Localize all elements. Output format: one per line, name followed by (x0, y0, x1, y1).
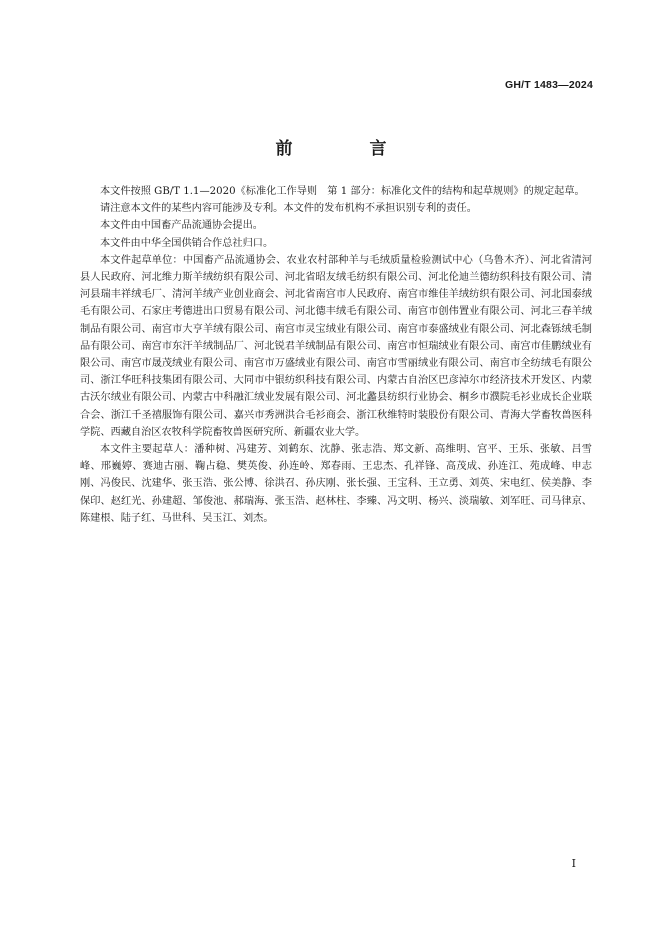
standard-number: GH/T 1483—2024 (504, 79, 593, 91)
paragraph-drafters: 本文件主要起草人：潘种树、冯建芳、刘鹤东、沈静、张志浩、郑文新、高维明、宫平、王乐、张敏、吕雪峰、邢巍婷、赛迪古丽、鞠占稳、樊英俊、孙连岭、郑春雨、王忠杰、孔祥锋、高茂成、孙连江、苑成峰、申志刚、冯俊民、沈建华、张玉浩、张公博、徐洪召、孙庆刚、张长强、王宝科、王立勇、刘英、宋电红、侯美静、李保印、赵红光、孙建超、邹俊池、郝瑞海、张玉浩、赵林柱、李臻、冯文明、杨兴、淡瑞敏、刘军旺、司马律京、陈建根、陆子红、马世科、吴玉江、刘杰。 (80, 444, 592, 524)
page-number: I (571, 857, 576, 870)
page-title: 前 言 (275, 139, 417, 159)
paragraph-proposer: 本文件由中国畜产品流通协会提出。 (100, 220, 263, 232)
paragraph-drafting-units: 本文件起草单位：中国畜产品流通协会、农业农村部种羊与毛绒质量检验测试中心（乌鲁木齐）、河北省清河县人民政府、河北维力斯羊绒纺织有限公司、河北省昭友绒毛纺织有限公司、河北伦迪兰德纺织科技有限公司、清河县瑞丰祥绒毛厂、清河羊绒产业创业商会、河北省南宫市人民政府、南宫市维佳羊绒纺织有限公司、河北国泰绒毛有限公司、石家庄考德进出口贸易有限公司、河北德丰绒毛有限公司、南宫市创伟置业有限公司、河北三春羊绒制品有限公司、南宫市大亨羊绒有限公司、南宫市灵宝绒业有限公司、南宫市泰盛绒业有限公司、河北森铄绒毛制品有限公司、南宫市东汗羊绒制品厂、河北锐君羊绒制品有限公司、南宫市恒瑞绒业有限公司、南宫市佳鹏绒业有限公司、南宫市晟茂绒业有限公司、南宫市万盛绒业有限公司、南宫市雪丽绒业有限公司、南宫市全纺绒毛有限公司、浙江华旺科技集团有限公司、大同市中银纺织科技有限公司、内蒙古自治区巴彦淖尔市经济技术开发区、内蒙古沃尔绒业有限公司、内蒙古中科融汇绒业发展有限公司、河北蠡县纺织行业协会、桐乡市濮院毛衫业成长企业联合会、浙江千圣禧服饰有限公司、嘉兴市秀洲洪合毛衫商会、浙江秋维特时装股份有限公司、青海大学畜牧兽医科学院、西藏自治区农牧科学院畜牧兽医研究所、新疆农业大学。 (80, 254, 592, 438)
paragraph-administrator: 本文件由中华全国供销合作总社归口。 (100, 237, 274, 249)
paragraph-drafting-basis: 本文件按照 GB/T 1.1—2020《标准化工作导则 第 1 部分：标准化文件的结构和起草规则》的规定起草。 (100, 186, 585, 197)
paragraph-patent-notice: 请注意本文件的某些内容可能涉及专利。本文件的发布机构不承担识别专利的责任。 (100, 203, 477, 215)
foreword-body (80, 183, 592, 527)
